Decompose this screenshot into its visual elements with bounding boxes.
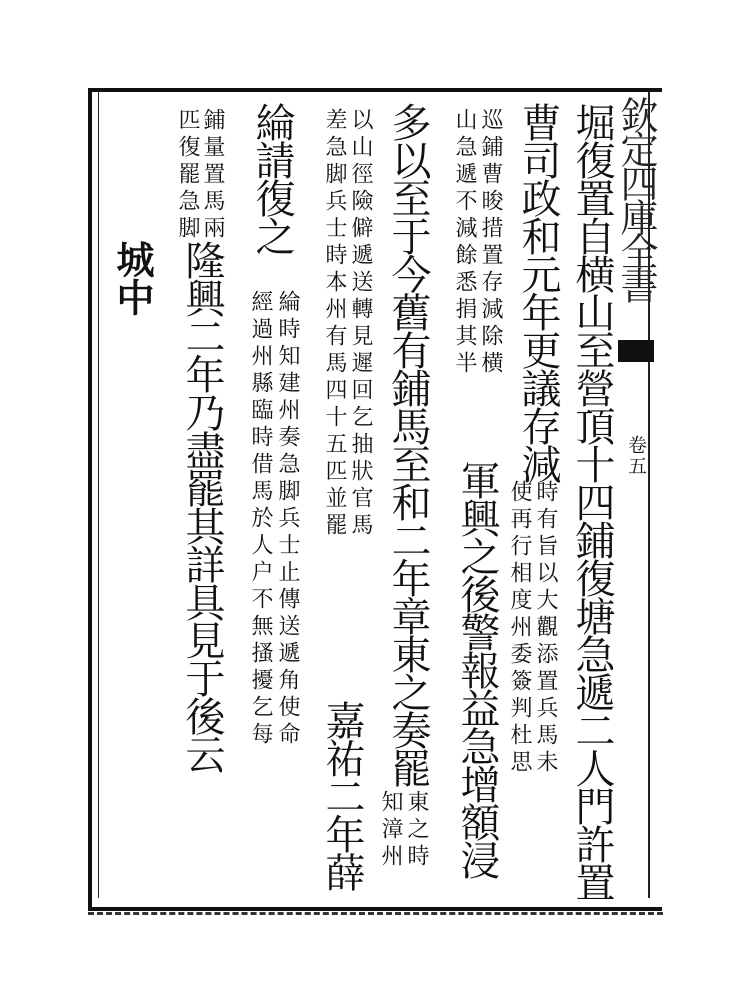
- column-5-note-left: 差急脚兵士時本州有馬四十五匹並罷: [322, 108, 347, 540]
- text-column-6: [250, 102, 294, 254]
- text-column-7: [180, 240, 224, 772]
- frame-inner-rule: [98, 92, 99, 898]
- column-6-note-right: 綸時知建州奏急脚兵士止傳送遞角使命: [275, 290, 300, 749]
- column-3-note-right: 巡鋪曹晙措置存減除横: [478, 108, 503, 378]
- column-5-text: 嘉祐二年薛: [319, 700, 365, 890]
- fishtail-mark: [618, 340, 654, 362]
- text-column-2: [516, 102, 560, 482]
- column-6-note-left: 經過州縣臨時借馬於人户不無搔擾乞每: [248, 290, 273, 749]
- bottom-border-noise: [88, 898, 663, 915]
- volume-label: 卷五: [625, 435, 647, 477]
- column-7-note-right: 鋪量置馬兩: [200, 108, 225, 243]
- text-column-5: [320, 700, 364, 890]
- column-7-note-left: 匹復罷急脚: [175, 108, 200, 243]
- margin-heading: 城中: [110, 240, 155, 316]
- book-title: 欽定四庫全書: [614, 96, 658, 300]
- column-3-note-left: 山急遞不減餘悉捐其半: [452, 108, 477, 378]
- text-column-1: [570, 102, 614, 900]
- column-2-note-right: 時有旨以大觀添置兵馬未: [533, 480, 558, 777]
- column-4-note-left: 知漳州: [378, 790, 403, 871]
- column-3-text: 軍興之後警報益急增額浸: [454, 460, 500, 878]
- column-4-note-right: 東之時: [404, 790, 429, 871]
- column-1-text: 堀復置自横山至營頂十四鋪復塘急遞二人門許置: [569, 102, 615, 900]
- column-7-text: 隆興二年乃盡罷其詳具見于後云: [179, 240, 225, 772]
- column-5-note-right: 以山徑險僻遞送轉見遲回乞抽狀官馬: [348, 108, 373, 540]
- column-4-text: 多以至于今舊有鋪馬至和二年章東之奏罷: [385, 102, 431, 786]
- column-2-text: 曹司政和元年更議存減: [515, 102, 561, 482]
- column-6-text: 綸請復之: [249, 102, 295, 254]
- column-2-note-left: 使再行相度州委簽判杜思: [507, 480, 532, 777]
- text-column-3: [455, 460, 499, 878]
- text-column-4: [386, 102, 430, 786]
